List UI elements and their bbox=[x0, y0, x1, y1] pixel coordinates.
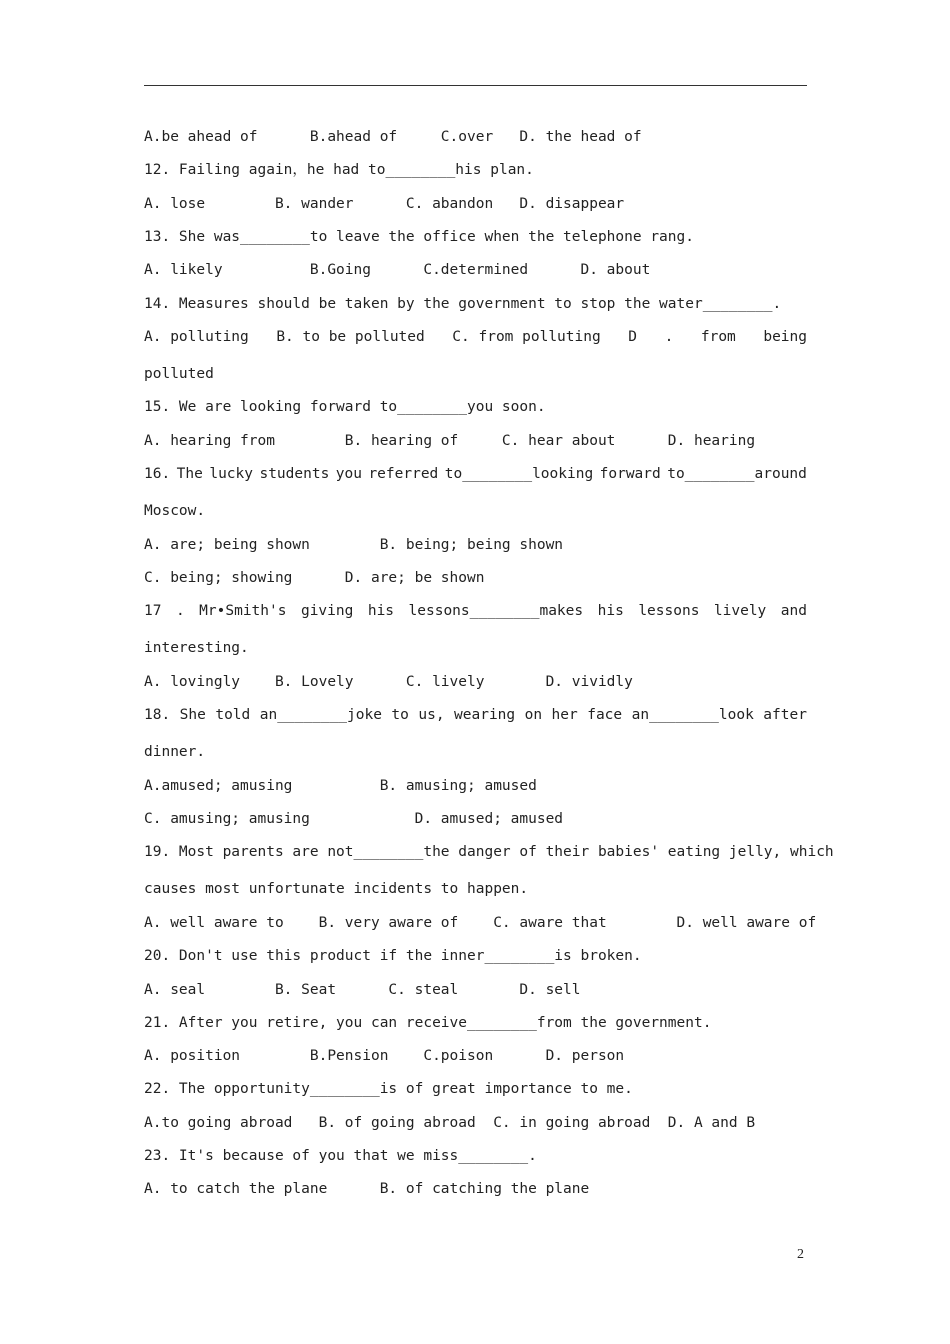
q12-options: A. lose B. wander C. abandon D. disappear bbox=[144, 196, 625, 212]
q14-stem: 14. Measures should be taken by the government to stop the water________. bbox=[144, 296, 782, 312]
q16-stem-cont: Moscow. bbox=[144, 503, 206, 519]
q13-options: A. likely B.Going C.determined D. about bbox=[144, 262, 651, 278]
q16-options-ab: A. are; being shown B. being; being shown bbox=[144, 537, 564, 553]
q20-stem: 20. Don't use this product if the inner________is broken. bbox=[144, 948, 642, 964]
q18-stem: 18. She told an________joke to us, wearing on her face an________look after bbox=[144, 707, 807, 723]
q14-options-cont: polluted bbox=[144, 366, 214, 382]
q18-stem-cont: dinner. bbox=[144, 744, 206, 760]
q19-stem: 19. Most parents are not________the danger of their babies' eating jelly, which bbox=[144, 844, 834, 860]
q19-options: A. well aware to B. very aware of C. aware that D. well aware of bbox=[144, 915, 817, 931]
q15-options: A. hearing from B. hearing of C. hear about D. hearing bbox=[144, 433, 756, 449]
q19-stem-cont: causes most unfortunate incidents to happen. bbox=[144, 881, 529, 897]
q22-stem: 22. The opportunity________is of great importance to me. bbox=[144, 1081, 633, 1097]
page-number: 2 bbox=[797, 1247, 804, 1262]
q11-options: A.be ahead of B.ahead of C.over D. the head of bbox=[144, 129, 642, 145]
q16-stem: 16. The lucky students you referred to________looking forward to________around bbox=[144, 466, 807, 482]
q13-stem: 13. She was________to leave the office when the telephone rang. bbox=[144, 229, 694, 245]
q16-options-cd: C. being; showing D. are; be shown bbox=[144, 570, 485, 586]
q23-options: A. to catch the plane B. of catching the plane bbox=[144, 1181, 590, 1197]
q14-options: A. polluting B. to be polluted C. from polluting D . from being bbox=[144, 329, 807, 345]
q15-stem: 15. We are looking forward to________you soon. bbox=[144, 399, 546, 415]
q18-options-ab: A.amused; amusing B. amusing; amused bbox=[144, 778, 537, 794]
q17-stem-cont: interesting. bbox=[144, 640, 249, 656]
q21-options: A. position B.Pension C.poison D. person bbox=[144, 1048, 625, 1064]
q17-stem: 17 . Mr•Smith's giving his lessons________makes his lessons lively and bbox=[144, 603, 807, 619]
q22-options: A.to going abroad B. of going abroad C. in going abroad D. A and B bbox=[144, 1115, 756, 1131]
q17-options: A. lovingly B. Lovely C. lively D. vividly bbox=[144, 674, 633, 690]
q20-options: A. seal B. Seat C. steal D. sell bbox=[144, 982, 581, 998]
q21-stem: 21. After you retire, you can receive________from the government. bbox=[144, 1015, 712, 1031]
q23-stem: 23. It's because of you that we miss________. bbox=[144, 1148, 537, 1164]
header-rule bbox=[144, 85, 807, 86]
q18-options-cd: C. amusing; amusing D. amused; amused bbox=[144, 811, 564, 827]
q12-stem: 12. Failing again，he had to________his plan. bbox=[144, 162, 534, 178]
